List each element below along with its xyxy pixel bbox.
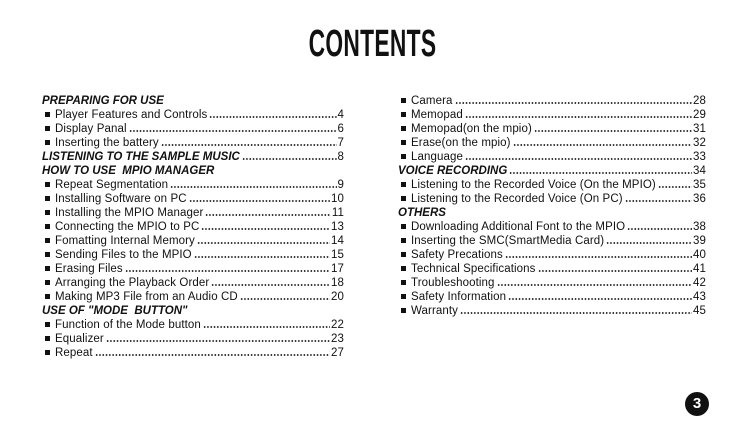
bullet-icon: [45, 294, 50, 299]
bullet-icon: [401, 224, 406, 229]
toc-entry-label: Language: [411, 151, 463, 163]
dot-leader: [211, 284, 330, 286]
dot-leader: [170, 186, 336, 188]
toc-entry-label: Connecting the MPIO to PC: [55, 221, 200, 233]
toc-page-number: 41: [693, 263, 706, 275]
bullet-icon: [401, 154, 406, 159]
toc-page-number: 36: [693, 193, 706, 205]
toc-entry: [398, 276, 706, 290]
toc-page-number: 39: [693, 235, 706, 247]
dot-leader: [240, 298, 330, 300]
toc-entry-label: Erasing Files: [55, 263, 123, 275]
dot-leader: [508, 298, 692, 300]
dot-leader: [627, 228, 692, 230]
toc-entry-label: Making MP3 File from an Audio CD: [55, 291, 238, 303]
toc-entry: [42, 234, 344, 248]
toc-entry-label: Technical Specifications: [411, 263, 536, 275]
bullet-icon: [401, 196, 406, 201]
toc-entry-label: Camera: [411, 95, 453, 107]
toc-entry: [42, 192, 344, 206]
toc-heading-label: PREPARING FOR USE: [42, 95, 164, 107]
bullet-icon: [45, 336, 50, 341]
toc-entry: [398, 136, 706, 150]
dot-leader: [460, 312, 692, 314]
dot-leader: [205, 214, 330, 216]
bullet-icon: [401, 126, 406, 131]
toc-entry-label: Erase(on the mpio): [411, 137, 511, 149]
toc-page-number: 43: [693, 291, 706, 303]
toc-entry-label: Equalizer: [55, 333, 104, 345]
toc-page-number: 18: [331, 277, 344, 289]
toc-entry-label: Memopad(on the mpio): [411, 123, 532, 135]
dot-leader: [106, 340, 330, 342]
toc-page-number: 20: [331, 291, 344, 303]
toc-page-number: 15: [331, 249, 344, 261]
toc-page-number: 22: [331, 319, 344, 331]
toc-entry: [398, 150, 706, 164]
toc-entry: [42, 122, 344, 136]
toc-page-number: 8: [337, 151, 344, 163]
dot-leader: [194, 256, 330, 258]
dot-leader: [505, 256, 692, 258]
toc-page-number: 14: [331, 235, 344, 247]
bullet-icon: [45, 322, 50, 327]
toc-entry: [398, 122, 706, 136]
bullet-icon: [401, 112, 406, 117]
toc-entry: [398, 192, 706, 206]
dot-leader: [513, 144, 692, 146]
dot-leader: [197, 242, 330, 244]
toc-entry-label: Inserting the SMC(SmartMedia Card): [411, 235, 605, 247]
toc-entry-label: Inserting the battery: [55, 137, 159, 149]
bullet-icon: [401, 294, 406, 299]
dot-leader: [606, 242, 692, 244]
toc-page-number: 29: [693, 109, 706, 121]
dot-leader: [455, 102, 692, 104]
bullet-icon: [401, 280, 406, 285]
toc-heading-label: LISTENING TO THE SAMPLE MUSIC: [42, 151, 240, 163]
bullet-icon: [401, 252, 406, 257]
toc-page-number: 10: [331, 193, 344, 205]
dot-leader: [658, 186, 692, 188]
toc-entry-label: Repeat Segmentation: [55, 179, 169, 191]
toc-entry-label: Downloading Additional Font to the MPIO: [411, 221, 626, 233]
toc-section-heading: [398, 164, 706, 178]
toc-page-number: 35: [693, 179, 706, 191]
toc-entry: [398, 178, 706, 192]
bullet-icon: [45, 196, 50, 201]
toc-entry: [42, 290, 344, 304]
toc-entry: [398, 234, 706, 248]
toc-entry: [398, 108, 706, 122]
toc-entry: [398, 248, 706, 262]
toc-section-heading: [398, 206, 706, 220]
toc-entry-label: Safety Precations: [411, 249, 503, 261]
toc-entry-label: Player Features and Controls: [55, 109, 208, 121]
bullet-icon: [45, 126, 50, 131]
bullet-icon: [401, 98, 406, 103]
toc-entry-label: Display Panal: [55, 123, 127, 135]
dot-leader: [201, 228, 330, 230]
toc-page-number: 31: [693, 123, 706, 135]
toc-page-number: 7: [337, 137, 344, 149]
bullet-icon: [401, 182, 406, 187]
bullet-icon: [401, 238, 406, 243]
bullet-icon: [45, 238, 50, 243]
toc-page-number: 40: [693, 249, 706, 261]
page-title: CONTENTS: [308, 23, 437, 65]
toc-section-heading: [42, 94, 344, 108]
toc-heading-label: USE OF "MODE BUTTON": [42, 305, 188, 317]
toc-page-number: 13: [331, 221, 344, 233]
toc-section-heading: [42, 164, 344, 178]
toc-entry: [42, 276, 344, 290]
toc-page-number: 9: [337, 179, 344, 191]
toc-page-number: 17: [331, 263, 344, 275]
dot-leader: [209, 116, 336, 118]
toc-entry: [42, 248, 344, 262]
toc-entry: [42, 346, 344, 360]
bullet-icon: [45, 112, 50, 117]
toc-entry: [42, 220, 344, 234]
dot-leader: [465, 158, 692, 160]
toc-page-number: 28: [693, 95, 706, 107]
toc-entry: [42, 108, 344, 122]
dot-leader: [189, 200, 330, 202]
toc-page-number: 4: [337, 109, 344, 121]
toc-section-heading: [42, 304, 344, 318]
dot-leader: [129, 130, 337, 132]
toc-entry: [398, 262, 706, 276]
dot-leader: [203, 326, 330, 328]
dot-leader: [125, 270, 330, 272]
toc-heading-label: VOICE RECORDING: [398, 165, 508, 177]
toc-entry: [398, 220, 706, 234]
bullet-icon: [401, 308, 406, 313]
toc-entry-label: Installing Software on PC: [55, 193, 187, 205]
toc-entry: [42, 332, 344, 346]
toc-entry: [398, 304, 706, 318]
bullet-icon: [45, 252, 50, 257]
toc-entry-label: Listening to the Recorded Voice (On the MPIO): [411, 179, 656, 191]
bullet-icon: [45, 266, 50, 271]
toc-page-number: 6: [337, 123, 344, 135]
toc-entry: [42, 318, 344, 332]
toc-entry-label: Safety Information: [411, 291, 507, 303]
bullet-icon: [401, 266, 406, 271]
bullet-icon: [45, 224, 50, 229]
bullet-icon: [45, 280, 50, 285]
toc-page-number: 11: [331, 207, 344, 219]
toc-entry-label: Listening to the Recorded Voice (On PC): [411, 193, 623, 205]
dot-leader: [242, 158, 337, 160]
toc-entry-label: Installing the MPIO Manager: [55, 207, 204, 219]
dot-leader: [534, 130, 692, 132]
toc-entry: [42, 178, 344, 192]
bullet-icon: [45, 182, 50, 187]
dot-leader: [538, 270, 693, 272]
dot-leader: [95, 354, 330, 356]
bullet-icon: [45, 140, 50, 145]
page-number-badge: 3: [685, 392, 709, 416]
toc-column-left: [42, 94, 344, 360]
toc-entry: [398, 94, 706, 108]
dot-leader: [465, 116, 692, 118]
toc-page-number: 23: [331, 333, 344, 345]
toc-entry: [42, 206, 344, 220]
toc-heading-label: OTHERS: [398, 207, 446, 219]
toc-entry-label: Troubleshooting: [411, 277, 495, 289]
toc-entry-label: Repeat: [55, 347, 93, 359]
toc-page-number: 38: [693, 221, 706, 233]
bullet-icon: [45, 210, 50, 215]
toc-entry-label: Function of the Mode button: [55, 319, 201, 331]
toc-entry-label: Memopad: [411, 109, 463, 121]
toc-page-number: 42: [693, 277, 706, 289]
toc-page-number: 32: [693, 137, 706, 149]
page-title-area: [0, 25, 745, 63]
toc-entry-label: Sending Files to the MPIO: [55, 249, 192, 261]
dot-leader: [625, 200, 692, 202]
dot-leader: [497, 284, 692, 286]
toc-page-number: 27: [331, 347, 344, 359]
toc-entry-label: Warranty: [411, 305, 459, 317]
dot-leader: [161, 144, 337, 146]
toc-page-number: 45: [693, 305, 706, 317]
toc-page-number: 34: [693, 165, 706, 177]
toc-entry-label: Arranging the Playback Order: [55, 277, 210, 289]
dot-leader: [509, 172, 692, 174]
toc-section-heading: [42, 150, 344, 164]
toc-heading-label: HOW TO USE MPIO MANAGER: [42, 165, 215, 177]
toc-page-number: 33: [693, 151, 706, 163]
toc-entry: [42, 136, 344, 150]
bullet-icon: [401, 140, 406, 145]
toc-entry-label: Fomatting Internal Memory: [55, 235, 195, 247]
toc-entry: [42, 262, 344, 276]
bullet-icon: [45, 350, 50, 355]
toc-column-right: [398, 94, 706, 318]
toc-entry: [398, 290, 706, 304]
